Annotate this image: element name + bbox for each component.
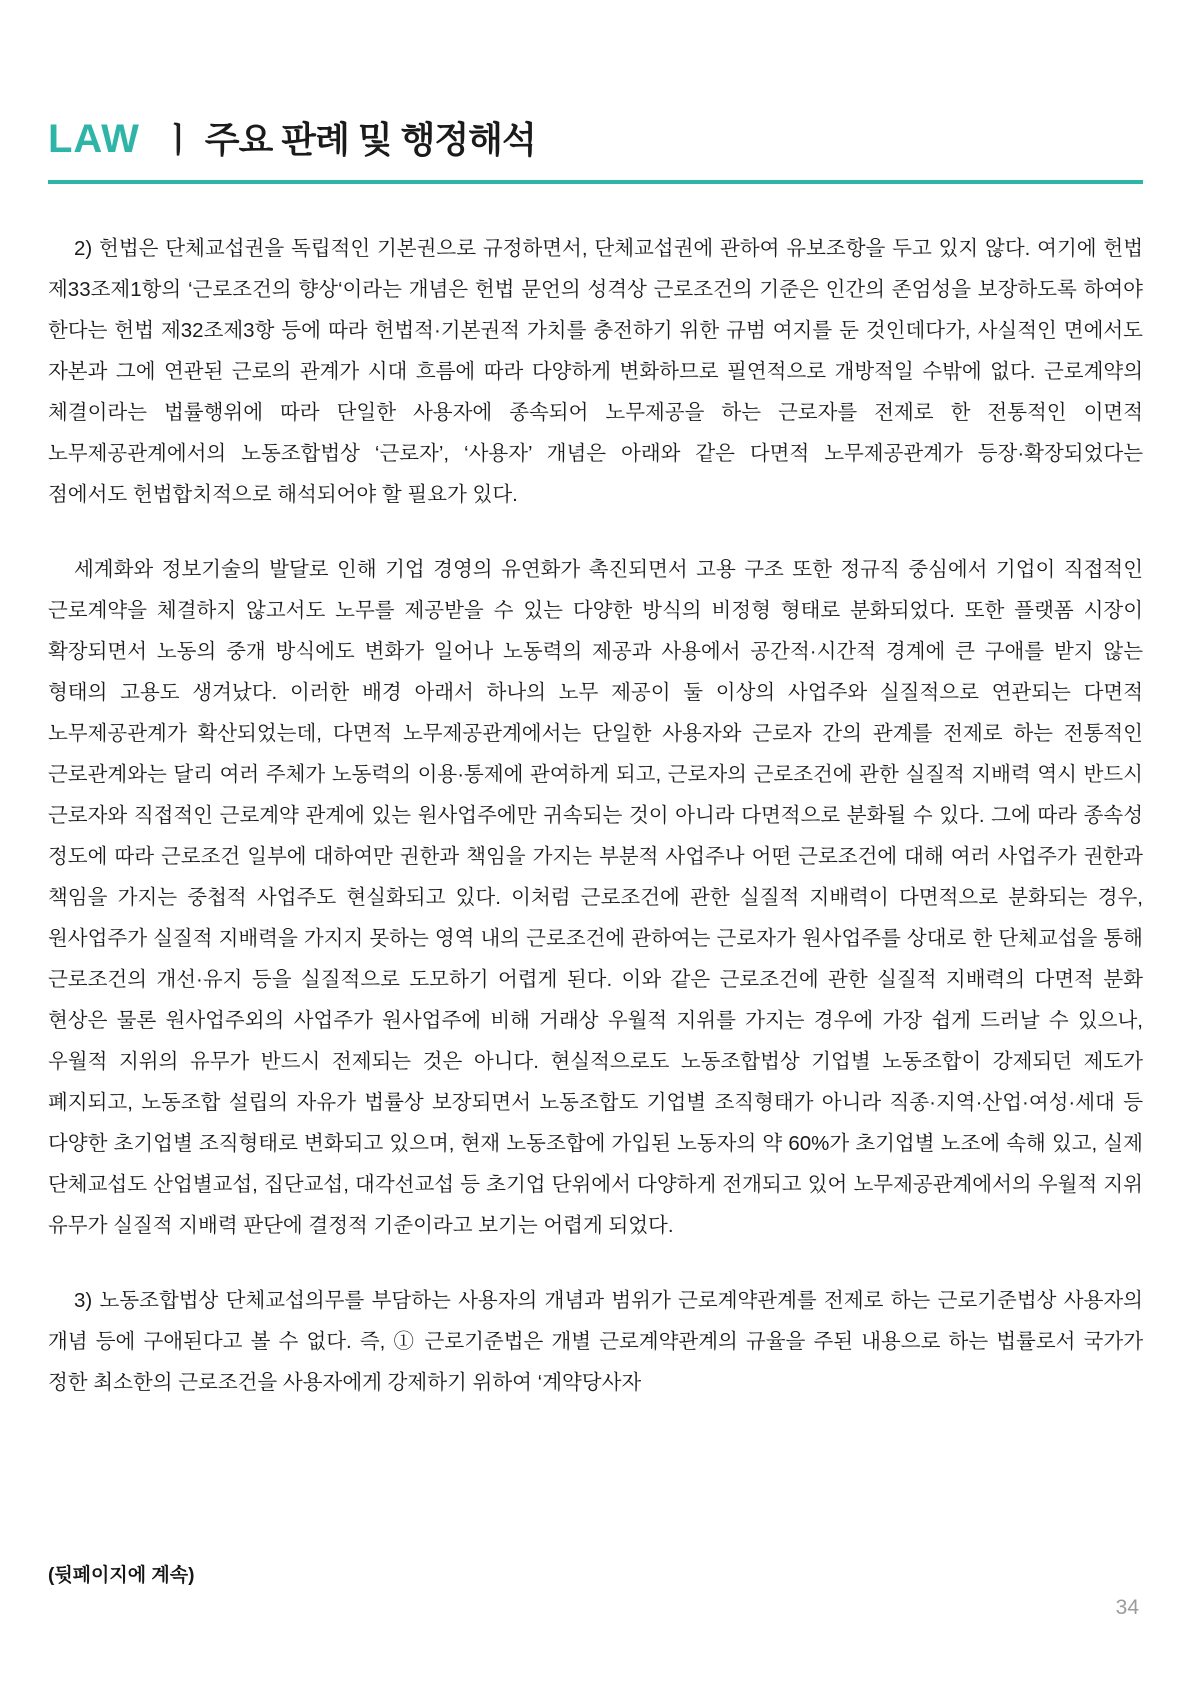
header-divider [48, 180, 1143, 184]
document-body [48, 228, 1143, 1403]
page-title: 주요 판례 및 행정해석 [204, 119, 536, 160]
paragraph: 세계화와 정보기술의 발달로 인해 기업 경영의 유연화가 촉진되면서 고용 구조 또한 정규직 중심에서 기업이 직접적인 근로계약을 체결하지 않고서도 노무를 제공받을 수 있는 다양한 방식의 비정형 형태로 분화되었다. 또한 플랫폼 시장이 확장되면서 노동의 중개 방식에도 변화가 일어나 노동력의 제공과 사용에서 공간적·시간적 경계에 큰 구애를 받지 않는 형태의 고용도 생겨났다. 이러한 배경 아래서 하나의 노무 제공이 둘 이상의 사업주와 실질적으로 연관되는 다면적 노무제공관계가 확산되었는데, 다면적 노무제공관계에서는 단일한 사용자와 근로자 간의 관계를 전제로 하는 전통적인 근로관계와는 달리 여러 주체가 노동력의 이용·통제에 관여하게 되고, 근로자의 근로조건에 관한 실질적 지배력 역시 반드시 근로자와 직접적인 근로계약 관계에 있는 원사업주에만 귀속되는 것이 아니라 다면적으로 분화될 수 있다. 그에 따라 종속성 정도에 따라 근로조건 일부에 대하여만 권한과 책임을 가지는 부분적 사업주나 어떤 근로조건에 대해 여러 사업주가 권한과 책임을 가지는 중첩적 사업주도 현실화되고 있다. 이처럼 근로조건에 관한 실질적 지배력이 다면적으로 분화되는 경우, 원사업주가 실질적 지배력을 가지지 못하는 영역 내의 근로조건에 관하여는 근로자가 원사업주를 상대로 한 단체교섭을 통해 근로조건의 개선·유지 등을 실질적으로 도모하기 어렵게 된다. 이와 같은 근로조건에 관한 실질적 지배력의 다면적 분화 현상은 물론 원사업주외의 사업주가 원사업주에 비해 거래상 우월적 지위를 가지는 경우에 가장 쉽게 드러날 수 있으나, 우월적 지위의 유무가 반드시 전제되는 것은 아니다. 현실적으로도 노동조합법상 기업별 노동조합이 강제되던 제도가 폐지되고, 노동조합 설립의 자유가 법률상 보장되면서 노동조합도 기업별 조직형태가 아니라 직종·지역·산업·여성·세대 등 다양한 초기업별 조직형태로 변화되고 있으며, 현재 노동조합에 가입된 노동자의 약 60%가 초기업별 노조에 속해 있고, 실제 단체교섭도 산업별교섭, 집단교섭, 대각선교섭 등 초기업 단위에서 다양하게 전개되고 있어 노무제공관계에서의 우월적 지위 유무가 실질적 지배력 판단에 결정적 기준이라고 보기는 어렵게 되었다. [48, 558, 1143, 1237]
paragraph: 3) 노동조합법상 단체교섭의무를 부담하는 사용자의 개념과 범위가 근로계약관계를 전제로 하는 근로기준법상 사용자의 개념 등에 구애된다고 볼 수 없다. 즉, ① 근로기준법은 개별 근로계약관계의 규율을 주된 내용으로 하는 법률로서 국가가 정한 최소한의 근로조건을 사용자에게 강제하기 위하여 ‘계약당사자 [48, 1289, 1143, 1394]
continued-note: (뒷페이지에 계속) [48, 1565, 195, 1586]
page-header [48, 112, 1143, 163]
header-separator: ㅣ [161, 122, 195, 160]
page-number: 34 [1115, 1596, 1139, 1619]
paragraph: 2) 헌법은 단체교섭권을 독립적인 기본권으로 규정하면서, 단체교섭권에 관하여 유보조항을 두고 있지 않다. 여기에 헌법 제33조제1항의 ‘근로조건의 향상‘이라는 개념은 헌법 문언의 성격상 근로조건의 기준은 인간의 존엄성을 보장하도록 하여야 한다는 헌법 제32조제3항 등에 따라 헌법적·기본권적 가치를 충전하기 위한 규범 여지를 둔 것인데다가, 사실적인 면에서도 자본과 그에 연관된 근로의 관계가 시대 흐름에 따라 다양하게 변화하므로 필연적으로 개방적일 수밖에 없다. 근로계약의 체결이라는 법률행위에 따라 단일한 사용자에 종속되어 노무제공을 하는 근로자를 전제로 한 전통적인 이면적 노무제공관계에서의 노동조합법상 ‘근로자’, ‘사용자’ 개념은 아래와 같은 다면적 노무제공관계가 등장·확장되었다는 점에서도 헌법합치적으로 해석되어야 할 필요가 있다. [48, 237, 1143, 506]
brand-label: LAW [48, 117, 140, 161]
